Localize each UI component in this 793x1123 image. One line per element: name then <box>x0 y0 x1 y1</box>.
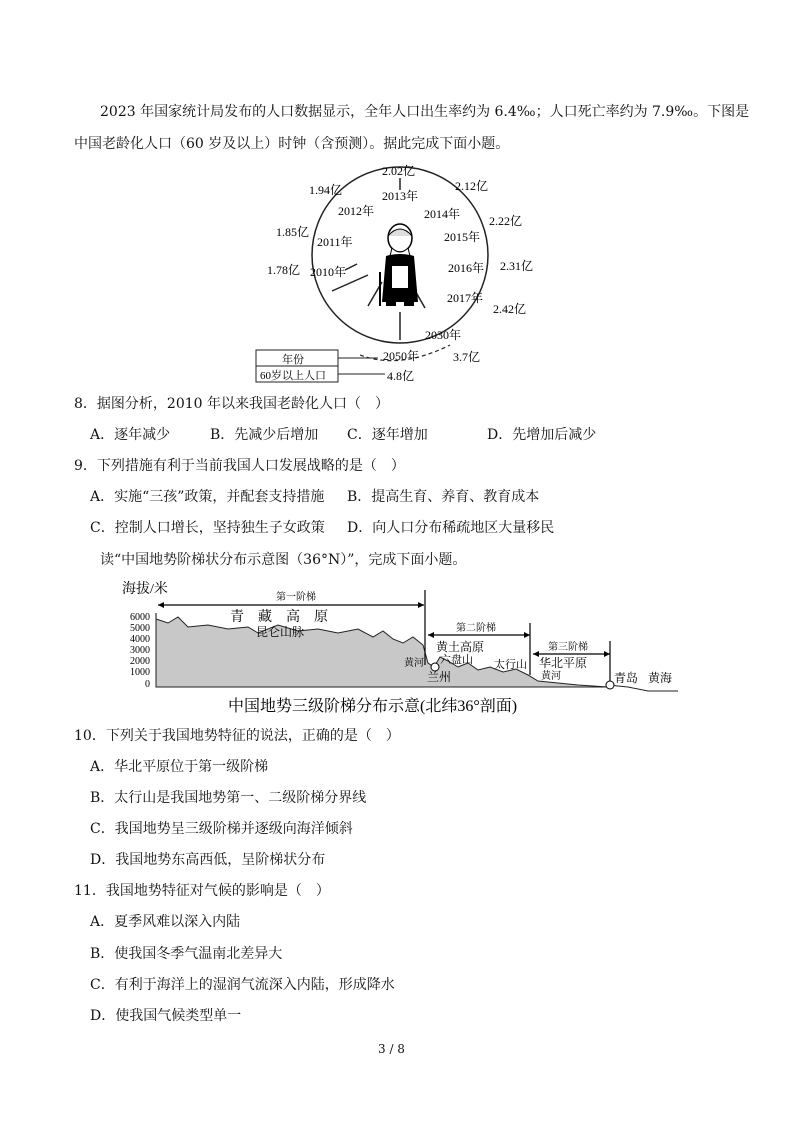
profile-caption: 中国地势三级阶梯分布示意(北纬36°剖面) <box>228 698 518 715</box>
q10-stem: 10．下列关于我国地势特征的说法，正确的是（ ） <box>74 728 400 744</box>
north-china-plain-label: 华北平原 <box>539 656 588 670</box>
legend-pop-label: 60岁以上人口 <box>260 370 326 382</box>
qingdao-label: 青岛 <box>614 671 639 685</box>
svg-text:2000: 2000 <box>130 656 150 667</box>
svg-text:0: 0 <box>145 679 150 690</box>
population-label: 2.12亿 <box>455 179 489 193</box>
q10-option-a: A．华北平原位于第一级阶梯 <box>90 759 269 775</box>
qinghai-tibet-plateau-label: 青 藏 高 原 <box>230 610 328 625</box>
aging-clock-figure <box>250 160 550 385</box>
q8-option-d: D．先增加后减少 <box>487 427 597 443</box>
yellow-river-label-2: 黄河 <box>541 671 561 682</box>
svg-text:1000: 1000 <box>130 667 150 678</box>
q9-option-d: D．向人口分布稀疏地区大量移民 <box>347 520 555 536</box>
loess-plateau-label: 黄土高原 <box>436 640 485 654</box>
yellow-sea-label: 黄海 <box>648 671 673 685</box>
kunlun-label: 昆仑山脉 <box>256 625 305 639</box>
q11-option-b: B．使我国冬季气温南北差异大 <box>90 946 283 962</box>
year-label: 2013年 <box>382 189 419 203</box>
terrain-profile-svg <box>118 575 678 720</box>
q8-option-b: B．先减少后增加 <box>210 427 319 443</box>
step3-label: 第三阶梯 <box>548 642 588 653</box>
q9-option-b: B．提高生育、养育、教育成本 <box>347 489 540 505</box>
intro-line-2: 中国老龄化人口（60 岁及以上）时钟（含预测）。据此完成下面小题。 <box>74 136 510 152</box>
population-label: 2.02亿 <box>382 164 416 178</box>
q8-stem: 8．据图分析，2010 年以来我国老龄化人口（ ） <box>74 396 389 412</box>
terrain-profile-figure <box>118 575 678 720</box>
year-label: 2012年 <box>338 204 375 218</box>
taihang-label: 太行山 <box>494 659 527 671</box>
elderly-person-icon <box>380 224 418 306</box>
q11-option-c: C．有利于海洋上的湿润气流深入内陆，形成降水 <box>90 977 395 993</box>
year-label: 2017年 <box>447 291 484 305</box>
q10-option-d: D．我国地势东高西低，呈阶梯状分布 <box>90 852 326 868</box>
yellow-river-label-1: 黄河 <box>404 658 424 669</box>
intro-line-1: 2023 年国家统计局发布的人口数据显示，全年人口出生率约为 6.4‰；人口死亡率约为 7.9‰。下图是 <box>100 104 750 120</box>
year-label: 2015年 <box>444 230 481 244</box>
svg-text:3000: 3000 <box>130 645 150 656</box>
q11-option-a: A．夏季风难以深入内陆 <box>90 914 241 930</box>
svg-text:4000: 4000 <box>130 634 150 645</box>
legend-year-label: 年份 <box>282 354 304 366</box>
q9-stem: 9．下列措施有利于当前我国人口发展战略的是（ ） <box>74 458 405 474</box>
svg-text:5000: 5000 <box>130 623 150 634</box>
step1-label: 第一阶梯 <box>276 592 316 603</box>
q8-option-c: C．逐年增加 <box>347 427 428 443</box>
page-number: 3 / 8 <box>378 1042 405 1056</box>
svg-text:6000: 6000 <box>130 612 150 623</box>
q9-option-a: A．实施“三孩”政策，并配套支持措施 <box>90 489 325 505</box>
year-label: 2010年 <box>310 265 347 279</box>
q9-option-c: C．控制人口增长，坚持独生子女政策 <box>90 520 325 536</box>
population-label: 1.78亿 <box>267 263 301 277</box>
q8-option-a: A．逐年减少 <box>90 427 171 443</box>
population-label: 2.42亿 <box>493 302 527 316</box>
y-axis-label: 海拔/米 <box>122 582 168 597</box>
population-label: 3.7亿 <box>453 350 481 364</box>
population-label: 4.8亿 <box>387 369 415 383</box>
q10-option-b: B．太行山是我国地势第一、二级阶梯分界线 <box>90 790 367 806</box>
population-label: 2.31亿 <box>500 259 534 273</box>
year-label: 2011年 <box>317 235 353 249</box>
read-instruction: 读“中国地势阶梯状分布示意图（36°N）”，完成下面小题。 <box>100 552 467 568</box>
step2-label: 第二阶梯 <box>456 623 496 634</box>
liupan-label: 六盘山 <box>440 654 473 666</box>
population-label: 1.85亿 <box>276 225 310 239</box>
year-label: 2030年 <box>425 328 462 342</box>
q11-option-d: D．使我国气候类型单一 <box>90 1008 242 1024</box>
q11-stem: 11．我国地势特征对气候的影响是（ ） <box>74 883 330 899</box>
population-label: 2.22亿 <box>489 214 523 228</box>
year-label: 2050年 <box>383 349 420 363</box>
population-label: 1.94亿 <box>309 183 343 197</box>
q10-option-c: C．我国地势呈三级阶梯并逐级向海洋倾斜 <box>90 821 353 837</box>
aging-clock-svg <box>250 160 550 385</box>
lanzhou-label: 兰州 <box>427 670 452 684</box>
year-label: 2014年 <box>424 207 461 221</box>
year-label: 2016年 <box>448 261 485 275</box>
